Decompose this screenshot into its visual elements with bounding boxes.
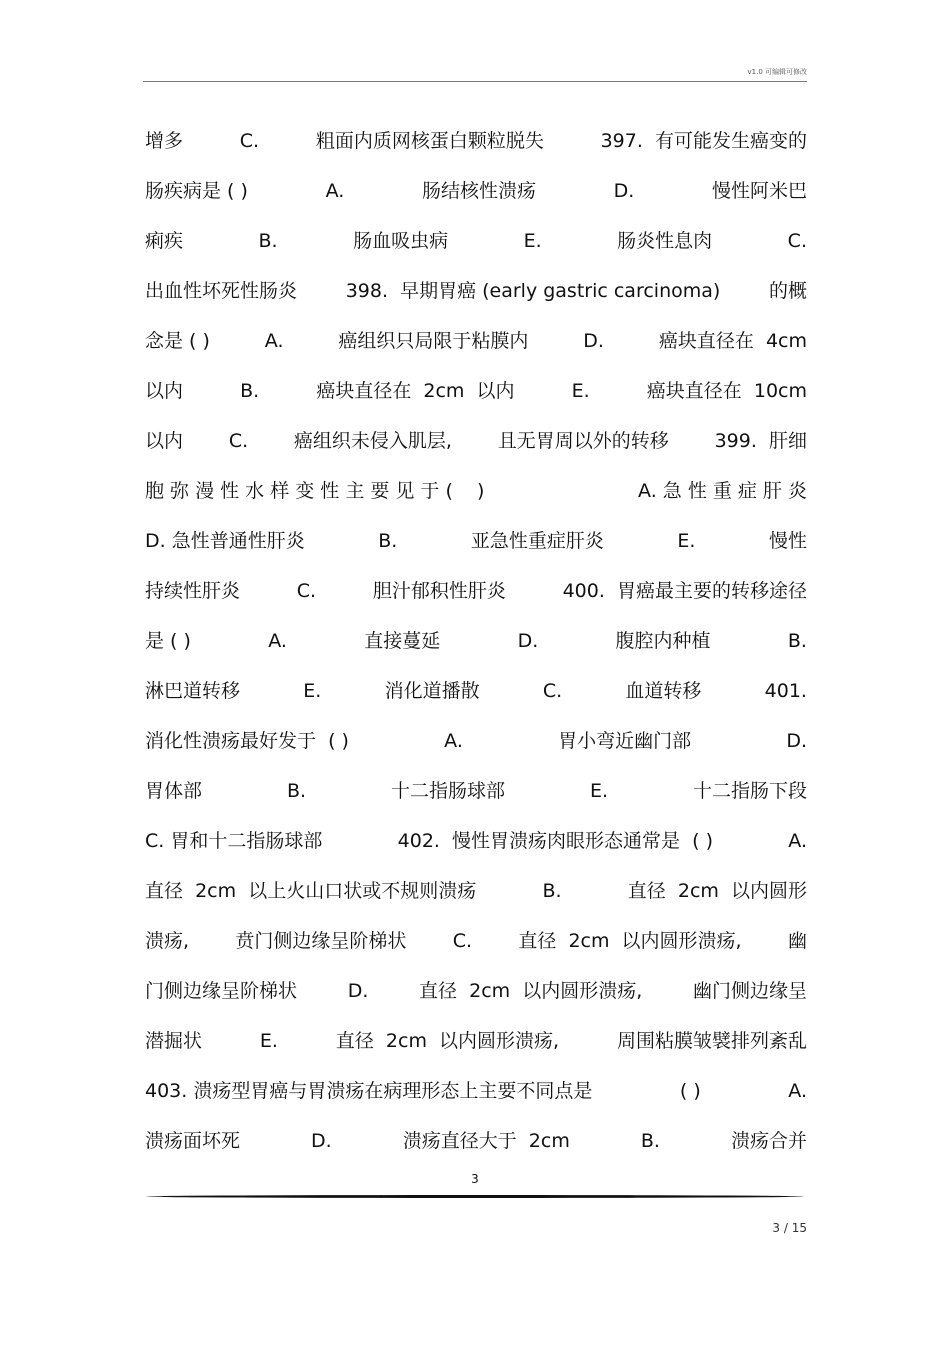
text-segment: 幽 [787,930,807,952]
text-segment: D. [613,180,635,202]
text-segment: 直径 2cm 以上火山口状或不规则溃疡 [145,880,477,902]
text-line [145,966,807,1016]
text-segment: ( ) [679,1080,701,1102]
text-segment: 癌块直径在 4cm [658,330,807,352]
text-segment: 胃小弯近幽门部 [558,730,692,752]
text-line [145,216,807,266]
text-segment: 胆汁郁积性肝炎 [372,580,506,602]
footer-divider [146,1195,804,1198]
text-segment: 溃疡, [145,930,190,952]
text-segment: 十二指肠球部 [391,780,506,802]
text-segment: 持续性肝炎 [145,580,241,602]
text-line [145,166,807,216]
text-segment: 腹腔内种植 [615,630,711,652]
header-divider [143,81,807,82]
text-segment: E. [571,380,590,402]
text-segment: 淋巴道转移 [145,680,241,702]
text-segment: 398. 早期胃癌 (early gastric carcinoma) [345,280,721,302]
text-segment: 直径 2cm 以内圆形 [627,880,807,902]
text-line [145,1116,807,1166]
text-line [145,416,807,466]
text-segment: E. [259,1030,278,1052]
text-line [145,366,807,416]
text-segment: A. 急 性 重 症 肝 炎 [638,480,807,502]
text-segment: 周围粘膜皱襞排列紊乱 [616,1030,807,1052]
text-segment: A. [444,730,463,752]
text-segment: 慢性 [768,530,807,552]
header-version-note: v1.0 可编辑可修改 [747,68,807,76]
text-segment: A. [264,330,284,352]
text-segment: 十二指肠下段 [692,780,807,802]
text-segment: 念是 ( ) [145,330,210,352]
text-segment: C. [239,130,260,152]
text-segment: 血道转移 [625,680,702,702]
text-segment: 癌组织只局限于粘膜内 [338,330,529,352]
text-line [145,616,807,666]
text-segment: C. [542,680,563,702]
text-segment: E. [303,680,322,702]
text-line [145,1016,807,1066]
text-segment: D. [786,730,807,752]
text-line [145,866,807,916]
text-line [145,766,807,816]
text-segment: 直径 2cm 以内圆形溃疡, [419,980,643,1002]
text-segment: A. [325,180,345,202]
text-segment: 亚急性重症肝炎 [470,530,604,552]
text-line [145,716,807,766]
text-line [145,1066,807,1116]
text-segment: 403. 溃疡型胃癌与胃溃疡在病理形态上主要不同点是 [145,1080,593,1102]
text-segment: 肠炎性息肉 [617,230,713,252]
text-segment: 402. 慢性胃溃疡肉眼形态通常是 ( ) [397,830,713,852]
text-segment: B. [640,1130,660,1152]
text-segment: 消化道播散 [384,680,480,702]
text-segment: D. 急性普通性肝炎 [145,530,305,552]
text-segment: B. [258,230,278,252]
text-segment: C. [787,230,807,252]
text-segment: 直接蔓延 [364,630,441,652]
page-indicator: 3 / 15 [772,1221,807,1235]
text-segment: 潜掘状 [145,1030,203,1052]
text-segment: 出血性坏死性肠炎 [145,280,298,302]
text-segment: 癌块直径在 10cm [646,380,807,402]
text-line [145,816,807,866]
text-segment: 400. 胃癌最主要的转移途径 [562,580,807,602]
text-segment: 且无胃周以外的转移 [497,430,669,452]
text-segment: 以内 [145,380,184,402]
text-segment: 401. [764,680,807,702]
text-segment: E. [677,530,696,552]
text-segment: 粗面内质网核蛋白颗粒脱失 [315,130,544,152]
text-segment: 胃体部 [145,780,203,802]
text-segment: 溃疡合并 [730,1130,807,1152]
text-segment: 癌块直径在 2cm 以内 [316,380,515,402]
text-segment: A. [788,1080,807,1102]
text-segment: B. [542,880,562,902]
text-segment: E. [523,230,542,252]
text-segment: A. [788,830,807,852]
text-segment: C. [452,930,473,952]
text-segment: 397. 有可能发生癌变的 [600,130,807,152]
text-segment: 贲门侧边缘呈阶梯状 [235,930,407,952]
text-segment: C. [296,580,317,602]
text-segment: B. [240,380,260,402]
text-line [145,566,807,616]
text-line [145,516,807,566]
text-line [145,666,807,716]
text-segment: D. [517,630,539,652]
text-segment: 幽门侧边缘呈 [692,980,807,1002]
text-segment: D. [347,980,369,1002]
text-segment: 消化性溃疡最好发于 ( ) [145,730,349,752]
text-segment: 溃疡直径大于 2cm [402,1130,570,1152]
text-line [145,466,807,516]
text-segment: 溃疡面坏死 [145,1130,241,1152]
document-body [145,116,807,1166]
text-segment: 增多 [145,130,184,152]
text-segment: B. [378,530,398,552]
text-segment: C. 胃和十二指肠球部 [145,830,323,852]
text-line [145,316,807,366]
text-segment: 门侧边缘呈阶梯状 [145,980,298,1002]
text-segment: D. [311,1130,332,1152]
text-segment: B. [286,780,307,802]
text-segment: C. [228,430,249,452]
text-segment: 肠疾病是 ( ) [145,180,248,202]
text-segment: A. [268,630,287,652]
text-segment: 胞 弥 漫 性 水 样 变 性 主 要 见 于 ( ) [145,480,485,502]
text-segment: B. [787,630,807,652]
text-line [145,266,807,316]
text-segment: 慢性阿米巴 [711,180,807,202]
text-segment: E. [589,780,609,802]
text-segment: 肠结核性溃疡 [421,180,536,202]
text-segment: 是 ( ) [145,630,191,652]
text-segment: 痢疾 [145,230,184,252]
page-number: 3 [471,1172,479,1186]
text-segment: 以内 [145,430,184,452]
text-segment: D. [583,330,604,352]
text-line [145,916,807,966]
text-line [145,116,807,166]
text-segment: 直径 2cm 以内圆形溃疡, [335,1030,560,1052]
text-segment: 肠血吸虫病 [353,230,449,252]
text-segment: 399. 肝细 [714,430,807,452]
text-segment: 癌组织未侵入肌层, [293,430,452,452]
text-segment: 直径 2cm 以内圆形溃疡, [518,930,742,952]
text-segment: 的概 [768,280,807,302]
